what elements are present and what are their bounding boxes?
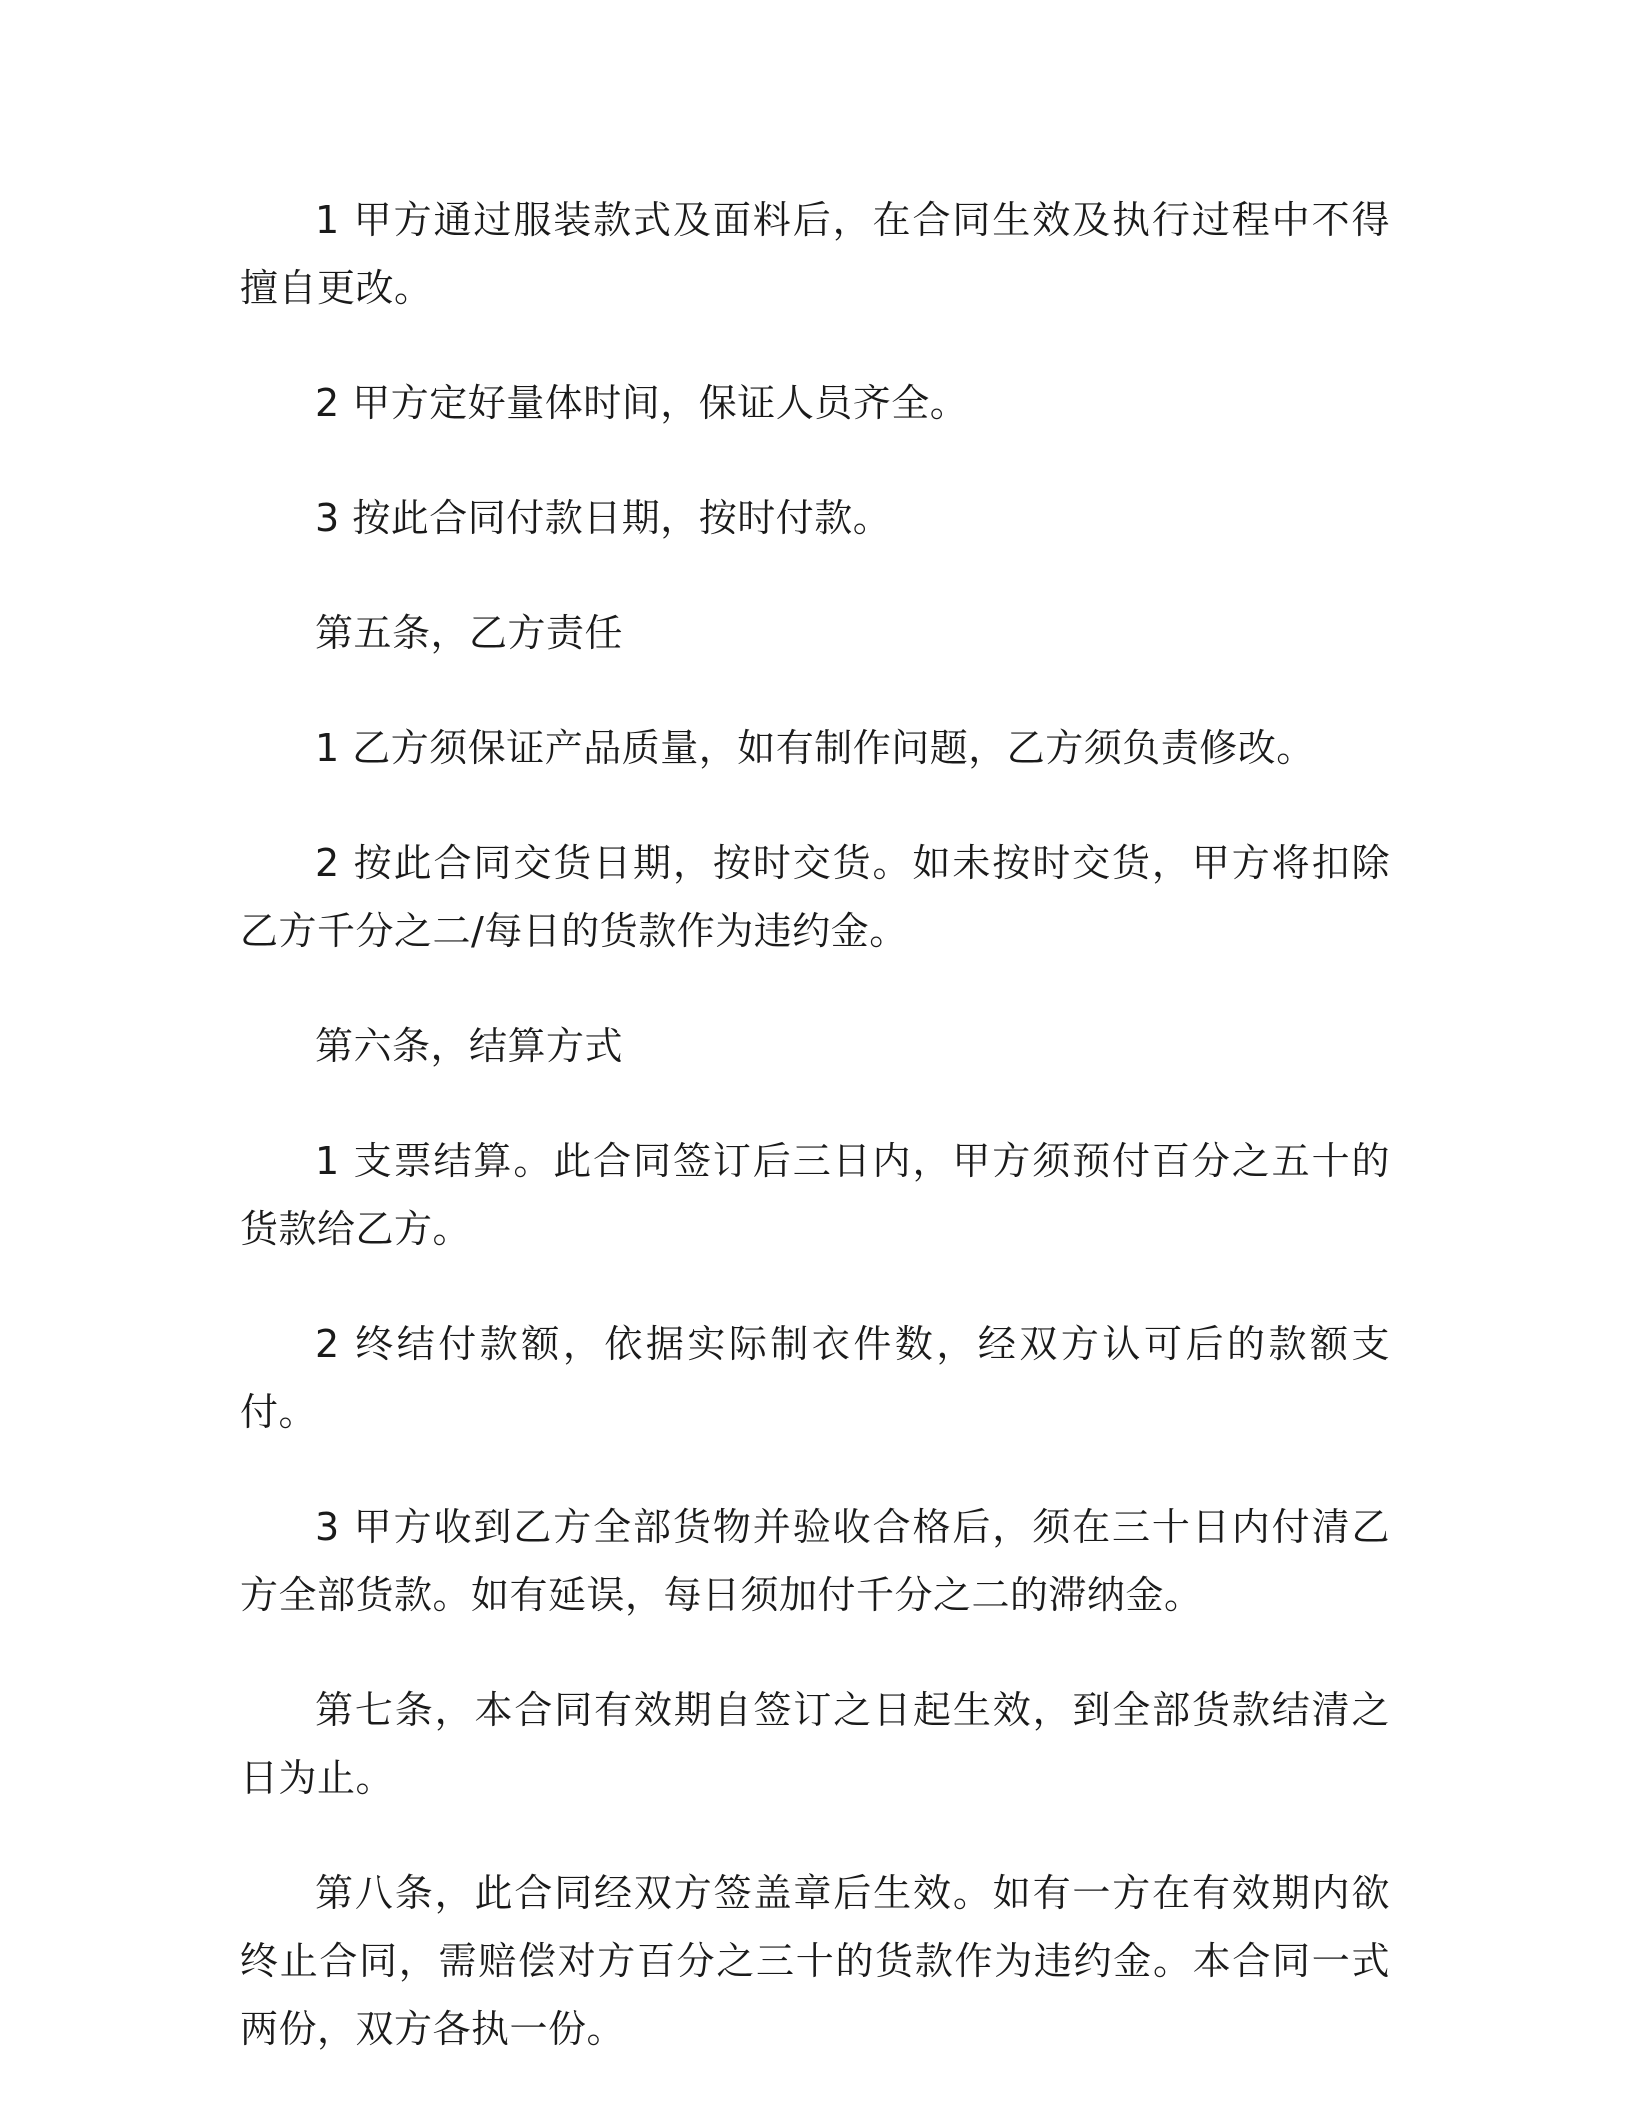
article-paragraph: 第七条，本合同有效期自签订之日起生效，到全部货款结清之日为止。 xyxy=(240,1688,1390,1800)
clause-paragraph: 3 甲方收到乙方全部货物并验收合格后，须在三十日内付清乙方全部货款。如有延误，每日须加付千分之二的滞纳金。 xyxy=(240,1505,1390,1617)
section-heading: 第五条，乙方责任 xyxy=(315,611,624,655)
clause-paragraph: 2 按此合同交货日期，按时交货。如未按时交货，甲方将扣除乙方千分之二/每日的货款作为违约金。 xyxy=(240,841,1390,953)
clause-paragraph: 2 终结付款额，依据实际制衣件数，经双方认可后的款额支付。 xyxy=(240,1322,1390,1434)
clause-paragraph: 1 支票结算。此合同签订后三日内，甲方须预付百分之五十的货款给乙方。 xyxy=(240,1139,1390,1251)
clause-paragraph: 3 按此合同付款日期，按时付款。 xyxy=(315,496,892,540)
document-page xyxy=(240,186,1390,2110)
clause-paragraph: 2 甲方定好量体时间，保证人员齐全。 xyxy=(315,381,969,425)
clause-paragraph: 1 乙方须保证产品质量，如有制作问题，乙方须负责修改。 xyxy=(315,726,1315,770)
clause-paragraph: 1 甲方通过服装款式及面料后，在合同生效及执行过程中不得擅自更改。 xyxy=(240,198,1390,310)
article-paragraph: 第八条，此合同经双方签盖章后生效。如有一方在有效期内欲终止合同，需赔偿对方百分之三十的货款作为违约金。本合同一式两份，双方各执一份。 xyxy=(240,1871,1390,2051)
section-heading: 第六条，结算方式 xyxy=(315,1024,624,1068)
